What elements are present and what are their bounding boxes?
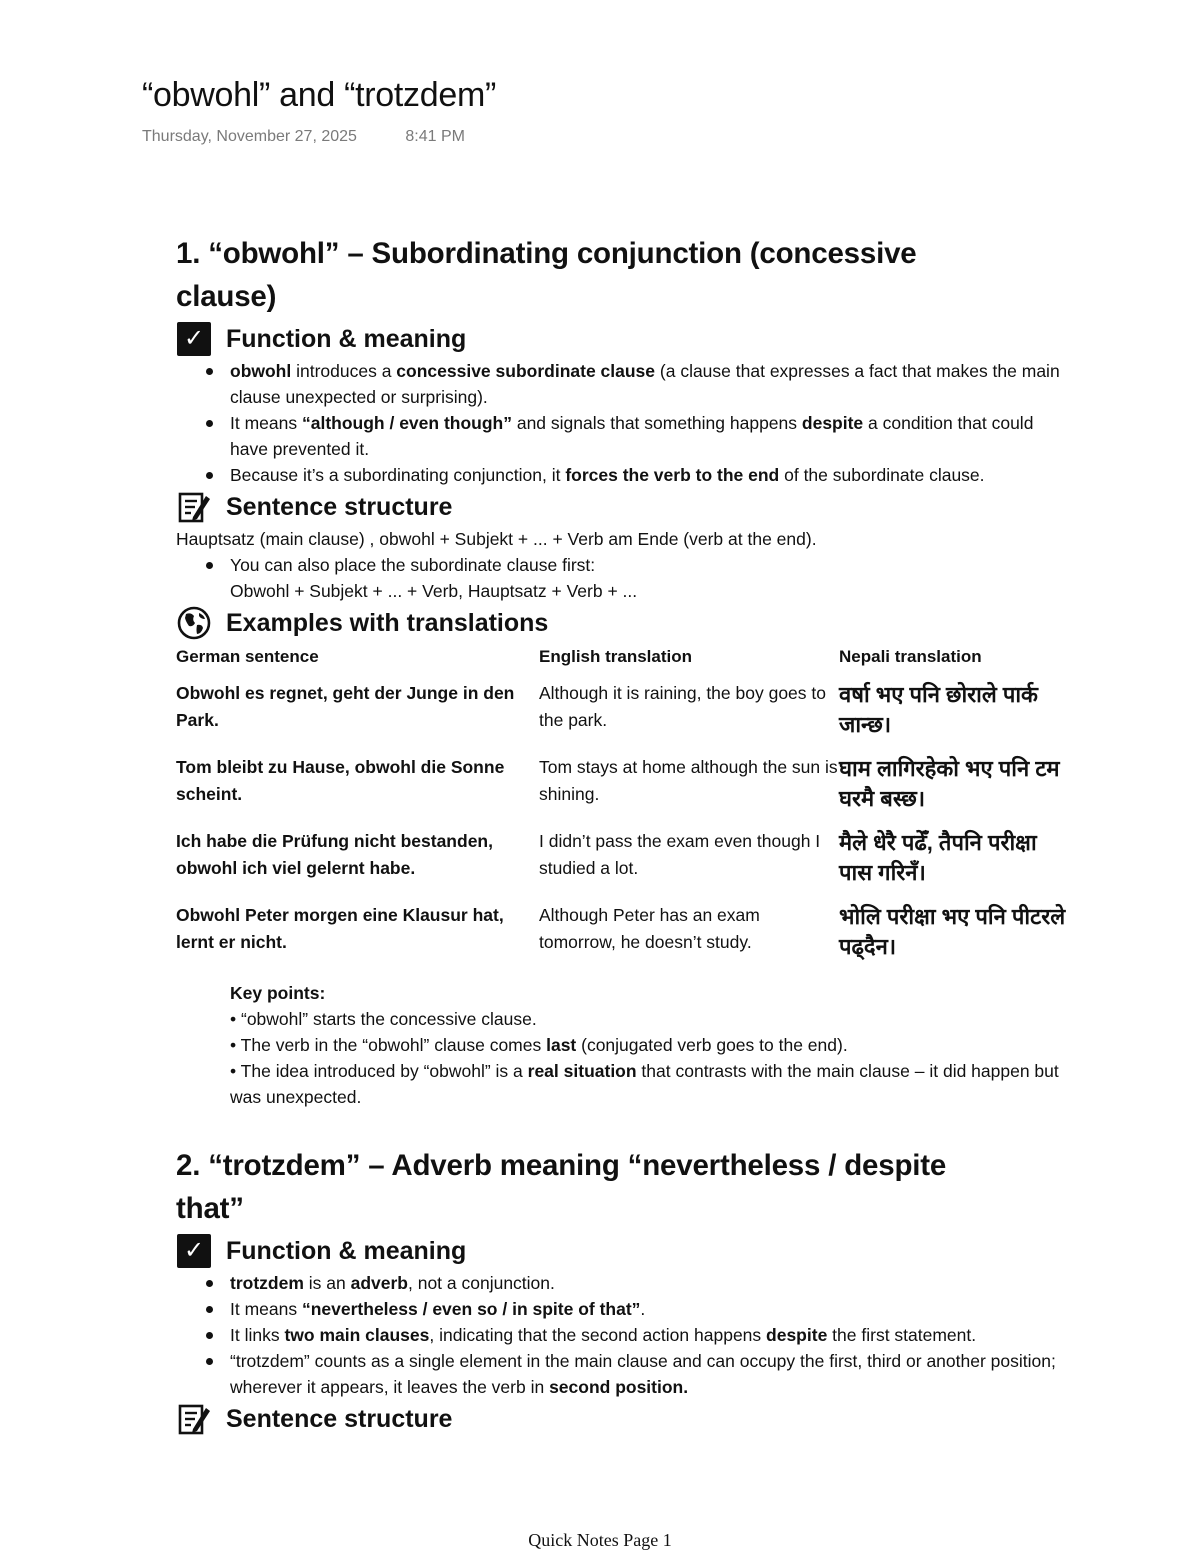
text: It links xyxy=(230,1325,285,1345)
bold-text: despite xyxy=(766,1325,828,1345)
text: • The idea introduced by “obwohl” is a xyxy=(230,1061,528,1081)
column-header: German sentence xyxy=(176,647,319,666)
text: You can also place the subordinate clause first: xyxy=(230,555,596,575)
text: “trotzdem” counts as a single element in the main clause and can occupy the first, third or another position; wherever it appears, it leaves the verb in xyxy=(230,1351,1056,1397)
text: the first statement. xyxy=(827,1325,977,1345)
section1-heading xyxy=(176,232,1066,318)
list-item xyxy=(230,1296,1066,1322)
text: (conjugated verb goes to the end). xyxy=(576,1035,848,1055)
page-title: “obwohl” and “trotzdem” xyxy=(142,76,497,114)
section2-function-list xyxy=(176,1270,1066,1400)
table-row xyxy=(176,828,1066,902)
page-time: 8:41 PM xyxy=(405,128,465,145)
check-mark-icon: ✓ xyxy=(176,322,212,356)
key-points xyxy=(176,980,1066,1110)
text: It means xyxy=(230,413,302,433)
bold-text: second position. xyxy=(549,1377,689,1397)
text: , indicating that the second action happens xyxy=(429,1325,767,1345)
list-item xyxy=(230,1270,1066,1296)
bold-text: obwohl xyxy=(230,361,292,381)
bold-text: “nevertheless / even so / in spite of that” xyxy=(301,1299,641,1319)
memo-icon xyxy=(176,490,212,524)
english-cell: Although it is raining, the boy goes to the park. xyxy=(539,683,826,730)
english-cell: I didn’t pass the exam even though I studied a lot. xyxy=(539,831,821,878)
section2-heading-line2: that” xyxy=(176,1192,244,1225)
nepali-cell: वर्षा भए पनि छोराले पार्क जान्छ। xyxy=(839,682,1038,737)
section2-structure-heading xyxy=(176,1402,1066,1436)
text: Obwohl + Subjekt + ... + Verb, Hauptsatz + Verb + ... xyxy=(230,581,638,601)
text: of the subordinate clause. xyxy=(779,465,985,485)
memo-icon xyxy=(176,1402,212,1436)
bold-text: forces the verb to the end xyxy=(565,465,780,485)
nepali-cell: घाम लागिरहेको भए पनि टम घरमै बस्छ। xyxy=(839,756,1060,811)
list-item xyxy=(230,552,1066,604)
section1-examples-label: Examples with translations xyxy=(226,609,549,637)
section2-function-heading xyxy=(176,1234,1066,1268)
nepali-cell: भोलि परीक्षा भए पनि पीटरले पढ्दैन। xyxy=(839,904,1066,959)
table-row xyxy=(176,754,1066,828)
bold-text: last xyxy=(546,1035,577,1055)
key-point: • “obwohl” starts the concessive clause. xyxy=(230,1009,537,1029)
globe-icon xyxy=(176,606,212,640)
text: . xyxy=(640,1299,646,1319)
german-cell: Tom bleibt zu Hause, obwohl die Sonne scheint. xyxy=(176,757,505,804)
section1-structure-heading xyxy=(176,490,1066,524)
table-header-row xyxy=(176,644,1066,680)
key-point xyxy=(230,1058,1066,1110)
key-point xyxy=(230,1032,1066,1058)
text: Because it’s a subordinating conjunction, it xyxy=(230,465,566,485)
section2-structure-label: Sentence structure xyxy=(226,1405,453,1433)
english-cell: Although Peter has an exam tomorrow, he doesn’t study. xyxy=(539,905,760,952)
section1-heading-line2: clause) xyxy=(176,280,277,313)
text: (a clause that expresses a fact that makes the main clause unexpected or surprising). xyxy=(230,361,1060,407)
bold-text: “although / even though” xyxy=(301,413,512,433)
text: is an xyxy=(303,1273,351,1293)
text: a condition that could have prevented it. xyxy=(230,413,1034,459)
text: and signals that something happens xyxy=(511,413,802,433)
column-header: Nepali translation xyxy=(839,647,982,666)
text: , not a conjunction. xyxy=(407,1273,555,1293)
section1-function-list xyxy=(176,358,1066,488)
list-item xyxy=(230,358,1066,410)
section2-heading xyxy=(176,1144,1066,1230)
table-row xyxy=(176,680,1066,754)
bold-text: trotzdem xyxy=(230,1273,304,1293)
bold-text: despite xyxy=(801,413,864,433)
bold-text: real situation xyxy=(527,1061,637,1081)
bold-text: concessive subordinate clause xyxy=(396,361,656,381)
english-cell: Tom stays at home although the sun is shining. xyxy=(539,757,838,804)
page-date: Thursday, November 27, 2025 xyxy=(142,128,357,145)
section1-examples-heading xyxy=(176,606,1066,640)
section2-function-label: Function & meaning xyxy=(226,1237,467,1265)
german-cell: Ich habe die Prüfung nicht bestanden, obwohl ich viel gelernt habe. xyxy=(176,831,493,878)
text: introduces a xyxy=(291,361,397,381)
key-points-heading: Key points: xyxy=(230,983,326,1003)
text: • The verb in the “obwohl” clause comes xyxy=(230,1035,547,1055)
text: that contrasts with the main clause – it did happen but was unexpected. xyxy=(230,1061,1059,1107)
nepali-cell: मैले धेरै पढेँ, तैपनि परीक्षा पास गरिनँ। xyxy=(839,830,1037,885)
structure-line: Hauptsatz (main clause) , obwohl + Subjekt + ... + Verb am Ende (verb at the end). xyxy=(176,529,817,549)
list-item xyxy=(230,1322,1066,1348)
bold-text: adverb xyxy=(350,1273,408,1293)
german-cell: Obwohl es regnet, geht der Junge in den Park. xyxy=(176,683,515,730)
german-cell: Obwohl Peter morgen eine Klausur hat, lernt er nicht. xyxy=(176,905,504,952)
section1-structure-list xyxy=(176,552,1066,604)
page-meta xyxy=(142,128,465,146)
section1-structure-label: Sentence structure xyxy=(226,493,453,521)
check-mark-icon: ✓ xyxy=(176,1234,212,1268)
page-footer: Quick Notes Page 1 xyxy=(528,1530,672,1550)
column-header: English translation xyxy=(539,647,693,666)
list-item xyxy=(230,1348,1066,1400)
section1-function-heading xyxy=(176,322,1066,356)
note-content xyxy=(176,232,1066,1438)
text: It means xyxy=(230,1299,302,1319)
list-item xyxy=(230,410,1066,462)
bold-text: two main clauses xyxy=(284,1325,430,1345)
section1-function-label: Function & meaning xyxy=(226,325,467,353)
table-row xyxy=(176,902,1066,976)
section2-heading-line1: 2. “trotzdem” – Adverb meaning “nevertheless / despite xyxy=(176,1149,947,1182)
list-item xyxy=(230,462,1066,488)
examples-table xyxy=(176,644,1066,976)
section1-heading-line1: 1. “obwohl” – Subordinating conjunction (concessive xyxy=(176,237,917,270)
